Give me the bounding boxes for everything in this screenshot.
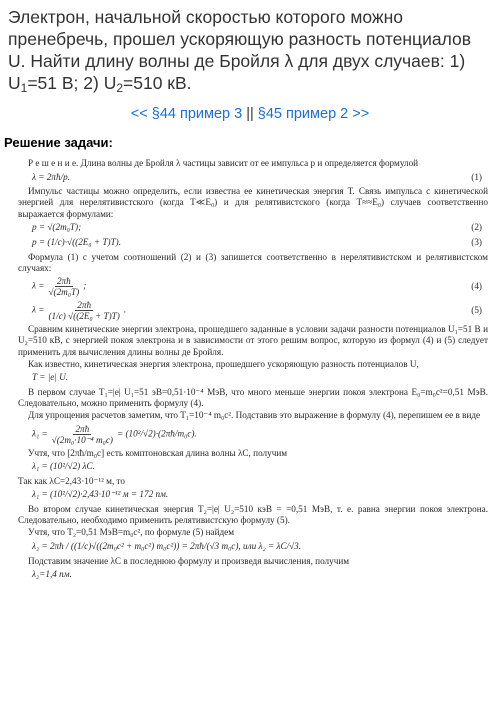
formula-tail: = (10²/√2)·(2πħ/m₀c). [117, 428, 197, 439]
formula-text: λ₂=1,4 пм. [32, 569, 72, 580]
formula-fraction [50, 424, 115, 445]
formula-lhs: λ = [32, 280, 45, 291]
fraction-denominator: (1/c) √((2E₀ + T)T) [48, 311, 120, 322]
formula-3 [18, 237, 488, 249]
scan-paragraph: В первом случае T₁=|e| U₁=51 эВ=0,51·10⁻⁴ МэВ, что много меньше энергии покоя электрона E₀=m₀c²=0,51 МэВ. Следовательно, можно применить формулу (4). [18, 387, 488, 409]
problem-text-part: =51 В; 2) U [27, 73, 117, 93]
problem-text-part: Электрон, начальной скоростью которого можно пренебречь, прошел ускоряющую разность потенциалов U. Найти длину волны де Бройля λ для двух случаев: 1) U [8, 7, 472, 93]
problem-statement [0, 0, 500, 94]
formula-11 [18, 569, 488, 581]
scan-paragraph: Как известно, кинетическая энергия электрона, прошедшего ускоряющую разность потенциалов U, [28, 358, 419, 369]
formula-7 [18, 424, 488, 445]
formula-text: λ = 2πħ/p. [32, 171, 71, 182]
formula-4 [18, 276, 488, 297]
fraction-denominator: √(2m₀·10⁻⁴ m₀c) [51, 434, 113, 445]
formula-number: (3) [471, 237, 482, 248]
next-example-link[interactable]: §45 пример 2 >> [257, 106, 370, 122]
problem-subscript: 2 [116, 81, 124, 95]
formula-number: (5) [471, 305, 482, 316]
formula-text: p = √(2m₀T); [32, 222, 82, 233]
formula-6 [18, 372, 488, 384]
fraction-numerator: 2πħ [56, 276, 71, 287]
formula-text: p = (1/c)·√((2E₀ + T)T). [32, 237, 122, 248]
scan-paragraph: Так как λC=2,43·10⁻¹² м, то [18, 475, 126, 486]
nav-separator: || [242, 106, 258, 122]
formula-text: T = |e| U. [32, 372, 69, 383]
scan-paragraph: Во втором случае кинетическая энергия T₂=|e| U₂=510 кэВ = =0,51 МэВ, т. е. равна энергии покоя электрона. Следовательно, необходимо применить релятивистскую формулу (5). [18, 504, 488, 526]
formula-number: (4) [471, 281, 482, 292]
formula-fraction [46, 300, 121, 321]
formula-1 [18, 171, 488, 183]
scan-paragraph: Подставим значение λC в последнюю формулу и произведя вычисления, получим [28, 555, 350, 566]
formula-tail: ; [83, 280, 87, 291]
scan-paragraph: Учтя, что T₂=0,51 МэВ=m₀c², по формуле (5) найдем [28, 527, 235, 538]
formula-text: λ₁ = (10²/√2) λC. [32, 461, 95, 472]
scan-paragraph: Сравним кинетические энергии электрона, прошедшего заданные в условии задачи разности потенциалов U₁=51 В и U₂=510 кВ, с энергией покоя электрона и в зависимости от этого решим вопрос, которую из формул (4) и (5) следует применить для вычисления длины волны де Бройля. [18, 324, 488, 357]
formula-tail: . [123, 304, 127, 315]
formula-number: (1) [471, 171, 482, 182]
scan-paragraph: Учтя, что [2πħ/m₀c] есть комптоновская длина волны λC, получим [28, 447, 288, 458]
solution-title: Решение задачи: [4, 135, 113, 150]
scan-paragraph: Р е ш е н и е. Длина волны де Бройля λ частицы зависит от ее импульса p и определяется формулой [28, 158, 419, 168]
scan-paragraph: Для упрощения расчетов заметим, что T₁=10⁻⁴ m₀c². Подставив это выражение в формулу (4), перепишем ее в виде [28, 410, 481, 421]
formula-2 [18, 222, 488, 234]
formula-5 [18, 300, 488, 321]
fraction-denominator: √(2m₀T) [48, 287, 80, 298]
formula-9 [18, 489, 488, 501]
formula-10 [18, 541, 488, 553]
example-navigation [0, 106, 500, 122]
problem-subscript: 1 [20, 81, 28, 95]
formula-fraction [46, 276, 81, 297]
scan-paragraph: Формула (1) с учетом соотношений (2) и (3) запишется соответственно в нерелятивистском и релятивистском случаях: [18, 251, 488, 274]
formula-lhs: λ₁ = [32, 428, 48, 439]
formula-text: λ₁ = (10²/√2)·2,43·10⁻¹² м = 172 пм. [32, 489, 169, 500]
formula-lhs: λ = [32, 304, 45, 315]
problem-text-part: =510 кВ. [123, 73, 192, 93]
solution-scan [0, 158, 500, 581]
fraction-numerator: 2πħ [77, 300, 92, 311]
prev-example-link[interactable]: << §44 пример 3 [130, 106, 243, 122]
formula-text: λ₂ = 2πħ / ((1/c)√((2m₀c² + m₀c²) m₀c²)) = 2πħ/(√3 m₀c), или λ₂ = λC/√3. [32, 541, 302, 552]
formula-8 [18, 461, 488, 473]
fraction-numerator: 2πħ [75, 423, 90, 434]
formula-number: (2) [471, 222, 482, 233]
scan-paragraph: Импульс частицы можно определить, если известна ее кинетическая энергия T. Связь импульса с кинетической энергией для нерелятивистского (когда T≪E₀) и для релятивистского (когда T≈≈E₀) случаев соответственно выражается формулами: [18, 186, 488, 219]
